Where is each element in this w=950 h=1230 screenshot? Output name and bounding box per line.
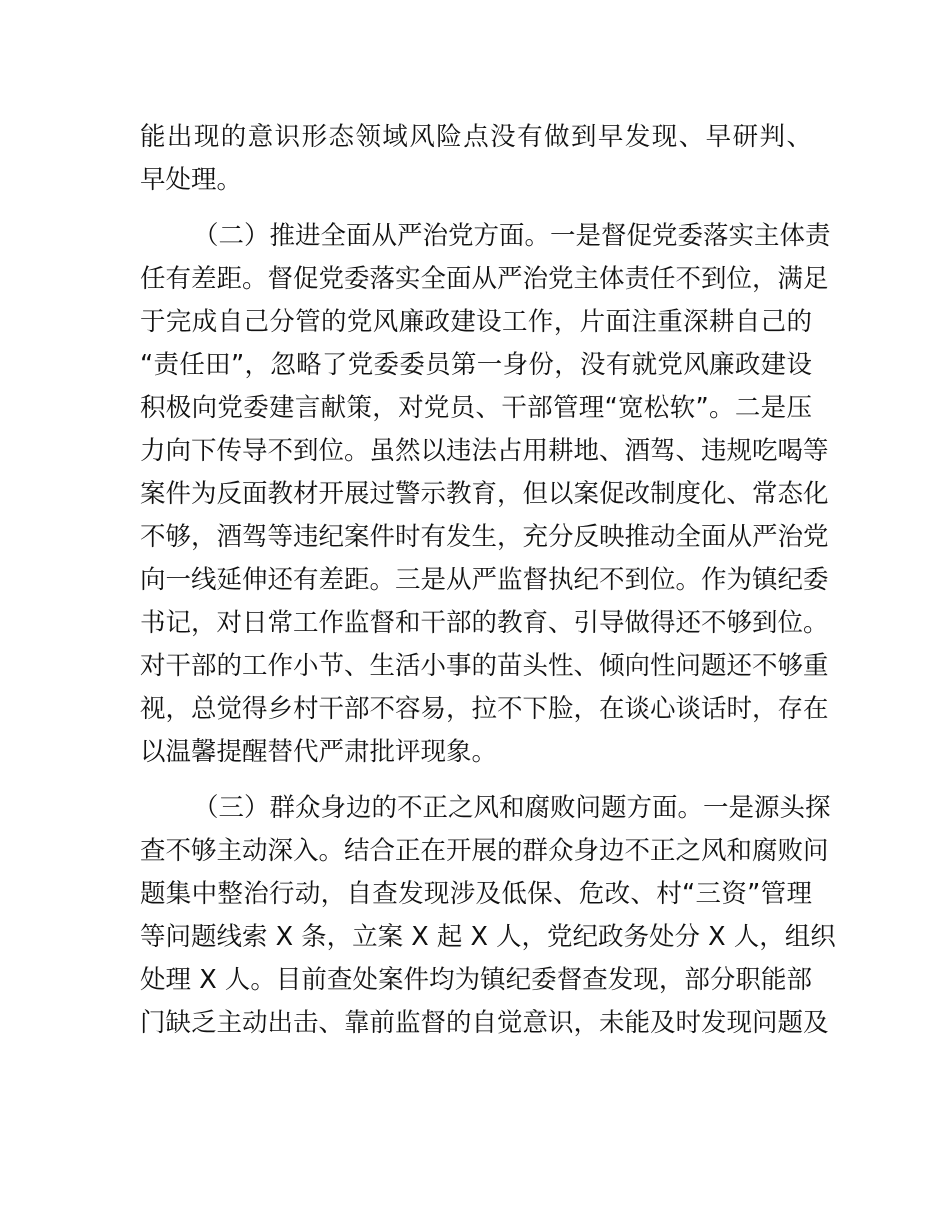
paragraph [140,787,836,1045]
text-line: 任有差距。督促党委落实全面从严治党主体责任不到位，满足 [140,264,829,294]
text-line: 向一线延伸还有差距。三是从严监督执纪不到位。作为镇纪委 [140,565,829,595]
text-line: 书记，对日常工作监督和干部的教育、引导做得还不够到位。 [140,608,829,638]
text-line: 对干部的工作小节、生活小事的苗头性、倾向性问题还不够重 [140,651,829,681]
text-line: 案件为反面教材开展过警示教育，但以案促改制度化、常态化 [140,479,829,509]
text-line: 力向下传导不到位。虽然以违法占用耕地、酒驾、违规吃喝等 [140,436,829,466]
text-line: 题集中整治行动，自查发现涉及低保、危改、村“三资”管理 [140,879,812,909]
text-line: 于完成自己分管的党风廉政建设工作，片面注重深耕自己的 [140,307,812,337]
paragraph [140,215,831,774]
text-line: 等问题线索 X 条，立案 X 起 X 人，党纪政务处分 X 人，组织 [140,922,836,952]
text-line: 不够，酒驾等违纪案件时有发生，充分反映推动全面从严治党 [140,522,829,552]
text-line: 能出现的意识形态领域风险点没有做到早发现、早研判、 [140,122,812,152]
text-line: （三）群众身边的不正之风和腐败问题方面。一是源头探 [193,793,831,823]
text-line: 以温馨提醒替代严肃批评现象。 [140,737,498,767]
text-line: 早处理。 [140,165,243,195]
text-line: 处理 X 人。目前查处案件均为镇纪委督查发现，部分职能部 [140,965,812,995]
text-line: 视，总觉得乡村干部不容易，拉不下脸，在谈心谈话时，存在 [140,694,829,724]
text-line: 积极向党委建言献策，对党员、干部管理“宽松软”。二是压 [140,393,812,423]
document-page [140,116,836,1058]
paragraph [140,116,812,202]
text-line: （二）推进全面从严治党方面。一是督促党委落实主体责 [193,221,831,251]
text-line: 门缺乏主动出击、靠前监督的自觉意识，未能及时发现问题及 [140,1008,829,1038]
text-line: “责任田”，忽略了党委委员第一身份，没有就党风廉政建设 [140,350,812,380]
text-line: 查不够主动深入。结合正在开展的群众身边不正之风和腐败问 [140,836,829,866]
